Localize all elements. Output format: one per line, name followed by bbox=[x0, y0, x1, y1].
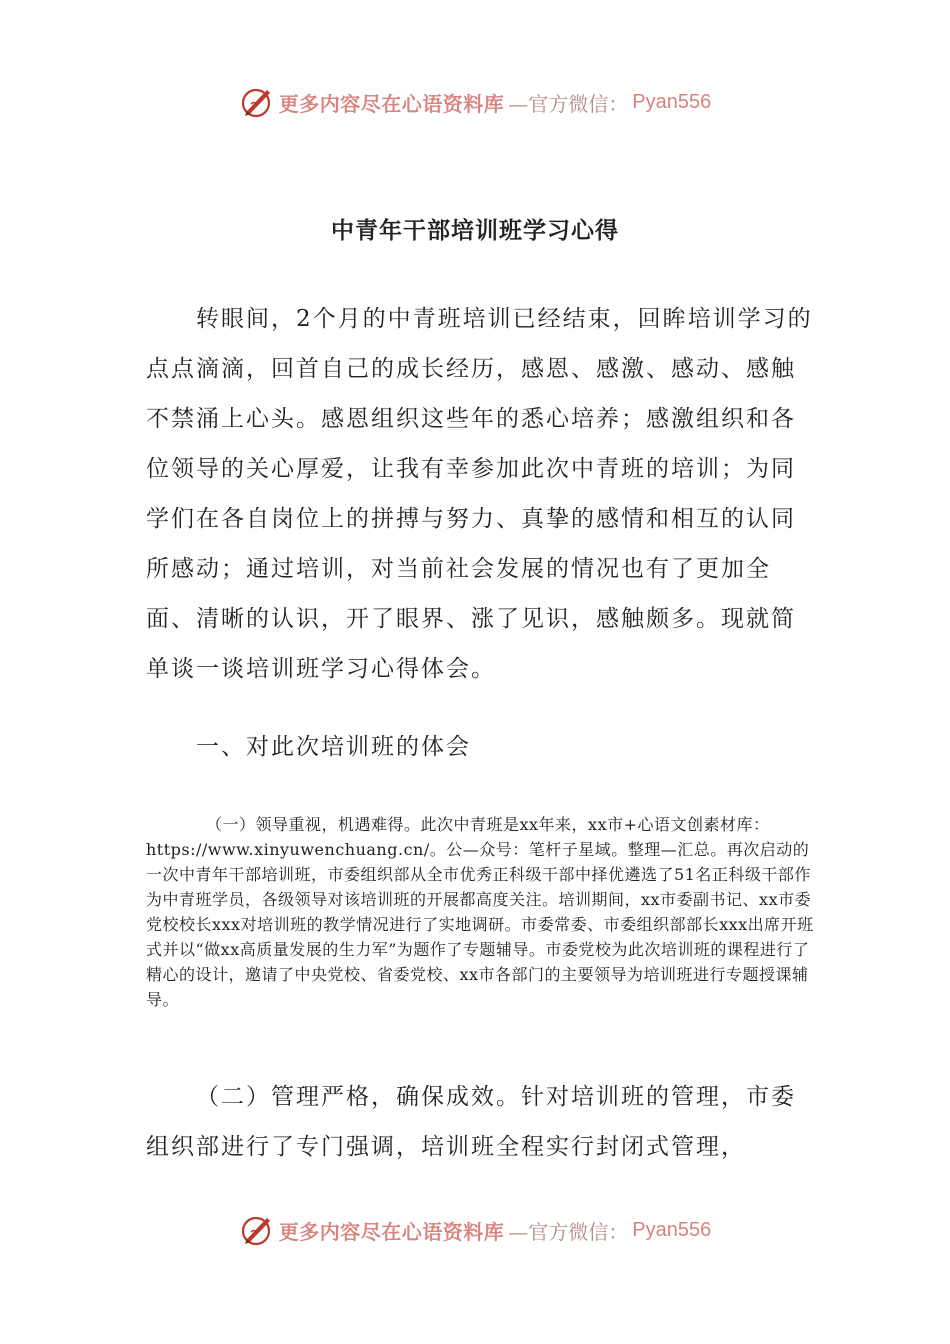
header-watermark-banner bbox=[0, 84, 950, 120]
pen-logo-icon bbox=[239, 1212, 275, 1248]
banner-wechat-label: —官方微信： bbox=[508, 1219, 629, 1244]
banner-wechat-id: Pyan556 bbox=[632, 90, 712, 113]
section1-item2-paragraph: （二）管理严格，确保成效。针对培训班的管理，市委组织部进行了专门强调，培训班全程实行封闭式管理， bbox=[146, 1084, 796, 1160]
banner-main-text: 更多内容尽在心语资料库 bbox=[278, 91, 505, 116]
intro-paragraph: 转眼间，2个月的中青班培训已经结束，回眸培训学习的点点滴滴，回首自己的成长经历，感恩、感激、感动、感触不禁涌上心头。感恩组织这些年的悉心培养；感激组织和各位领导的关心厚爱，让我有幸参加此次中青班的培训；为同学们在各自岗位上的拼搏与努力、真挚的感情和相互的认同所感动；通过培训，对当前社会发展的情况也有了更加全面、清晰的认识，开了眼界、涨了见识，感触颇多。现就简单谈一谈培训班学习心得体会。 bbox=[146, 306, 813, 682]
pen-logo-icon bbox=[239, 84, 275, 120]
document-title: 中青年干部培训班学习心得 bbox=[331, 218, 619, 244]
banner-wechat-label: —官方微信： bbox=[508, 91, 629, 116]
section1-item1-paragraph: （一）领导重视，机遇难得。此次中青班是xx年来，xx市+心语文创素材库：https://www.xinyuwenchuang.cn/。公—众号：笔杆子星域。整理—汇总。再次启动的一次中青年干部培训班，市委组织部从全市优秀正科级干部中择优遴选了51名正科级干部作为中青班学员，各级领导对该培训班的开展都高度关注。培训期间，xx市委副书记、xx市委党校校长xxx对培训班的教学情况进行了实地调研。市委常委、市委组织部部长xxx出席开班式并以“做xx高质量发展的生力军”为题作了专题辅导。市委党校为此次培训班的课程进行了精心的设计，邀请了中央党校、省委党校、xx市各部门的主要领导为培训班进行专题授课辅导。 bbox=[146, 815, 814, 1009]
banner-main-text: 更多内容尽在心语资料库 bbox=[278, 1219, 505, 1244]
footer-watermark-banner bbox=[0, 1212, 950, 1248]
section-heading-1: 一、对此次培训班的体会 bbox=[196, 734, 471, 760]
banner-wechat-id: Pyan556 bbox=[632, 1218, 712, 1241]
